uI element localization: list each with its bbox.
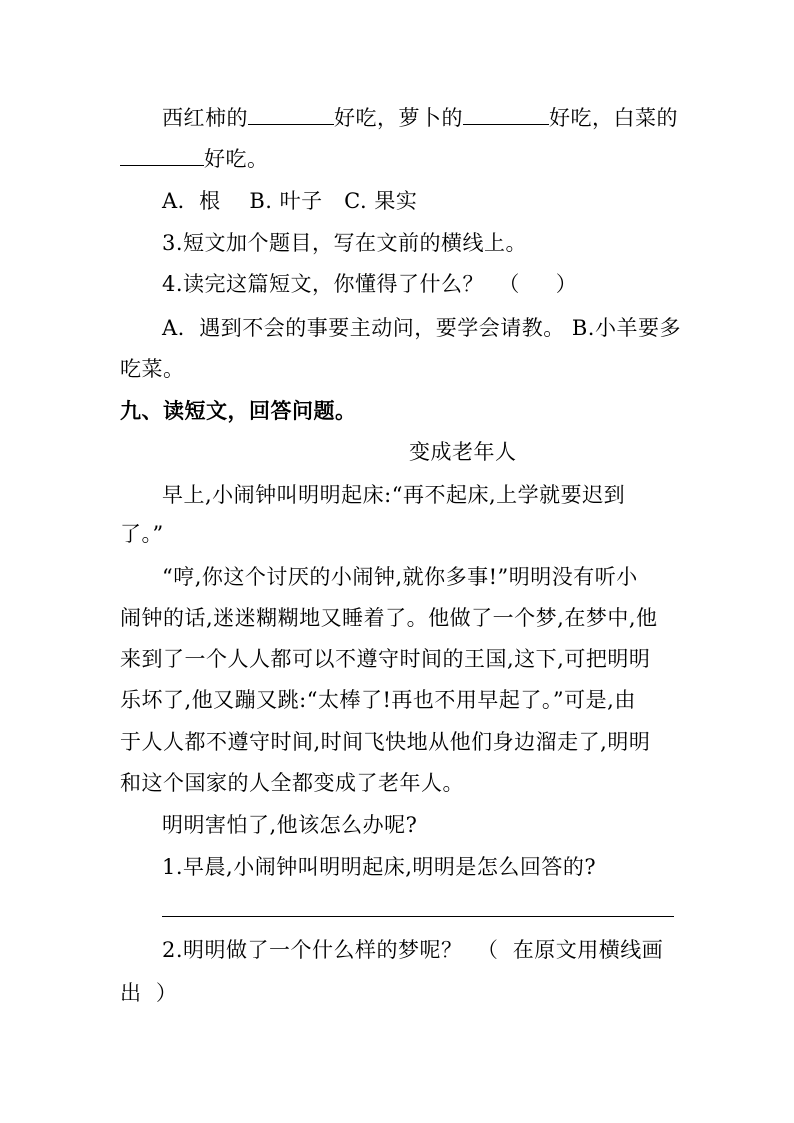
question-4: 4.读完这篇短文，你懂得了什么？ （ ）	[162, 272, 578, 296]
sentence-part-tomato: 西红柿的	[162, 106, 248, 130]
fill-blank-sentence-line1	[162, 104, 678, 132]
story-paragraph-1-line2: 了。”	[120, 522, 164, 546]
story-paragraph-2-line1: “哼,你这个讨厌的小闹钟,就你多事!”明明没有听小	[162, 565, 638, 589]
answer-options: A．根 B. 叶子 C. 果实	[162, 189, 418, 213]
story-paragraph-2-line5: 于人人都不遵守时间,时间飞快地从他们身边溜走了,明明	[120, 730, 651, 754]
sentence-part-radish: 好吃，萝卜的	[334, 106, 463, 130]
question-2-line1: 2.明明做了一个什么样的梦呢？ （ 在原文用横线画	[162, 938, 664, 962]
story-paragraph-1-line1: 早上,小闹钟叫明明起床:“再不起床,上学就要迟到	[162, 483, 626, 507]
story-paragraph-2-line2: 闹钟的话,迷迷糊糊地又睡着了。他做了一个梦,在梦中,他	[120, 606, 658, 630]
fill-blank-sentence-line2	[120, 145, 269, 173]
story-paragraph-2-line3: 来到了一个人人都可以不遵守时间的王国,这下,可把明明	[120, 647, 651, 671]
sentence-part-cabbage: 好吃，白菜的	[549, 106, 678, 130]
answer-line-question-1[interactable]	[162, 916, 674, 917]
question-3: 3.短文加个题目，写在文前的横线上。	[162, 231, 528, 255]
story-paragraph-2-line6: 和这个国家的人全都变成了老年人。	[120, 771, 464, 795]
blank-tomato[interactable]	[248, 104, 334, 125]
story-title: 变成老年人	[409, 440, 517, 464]
section-heading: 九、读短文，回答问题。	[120, 399, 357, 423]
sentence-part-end: 好吃。	[204, 147, 269, 171]
blank-radish[interactable]	[463, 104, 549, 125]
story-paragraph-3: 明明害怕了,他该怎么办呢?	[162, 813, 418, 837]
question-4-options-line1: A. 遇到不会的事要主动问，要学会请教。 B.小羊要多	[162, 316, 681, 340]
story-paragraph-2-line4: 乐坏了,他又蹦又跳:“太棒了!再也不用早起了。”可是,由	[120, 688, 636, 712]
question-4-options-line2: 吃菜。	[120, 357, 185, 381]
blank-cabbage[interactable]	[120, 145, 204, 166]
question-1: 1.早晨,小闹钟叫明明起床,明明是怎么回答的?	[162, 855, 597, 879]
question-2-line2: 出 ）	[120, 981, 178, 1005]
